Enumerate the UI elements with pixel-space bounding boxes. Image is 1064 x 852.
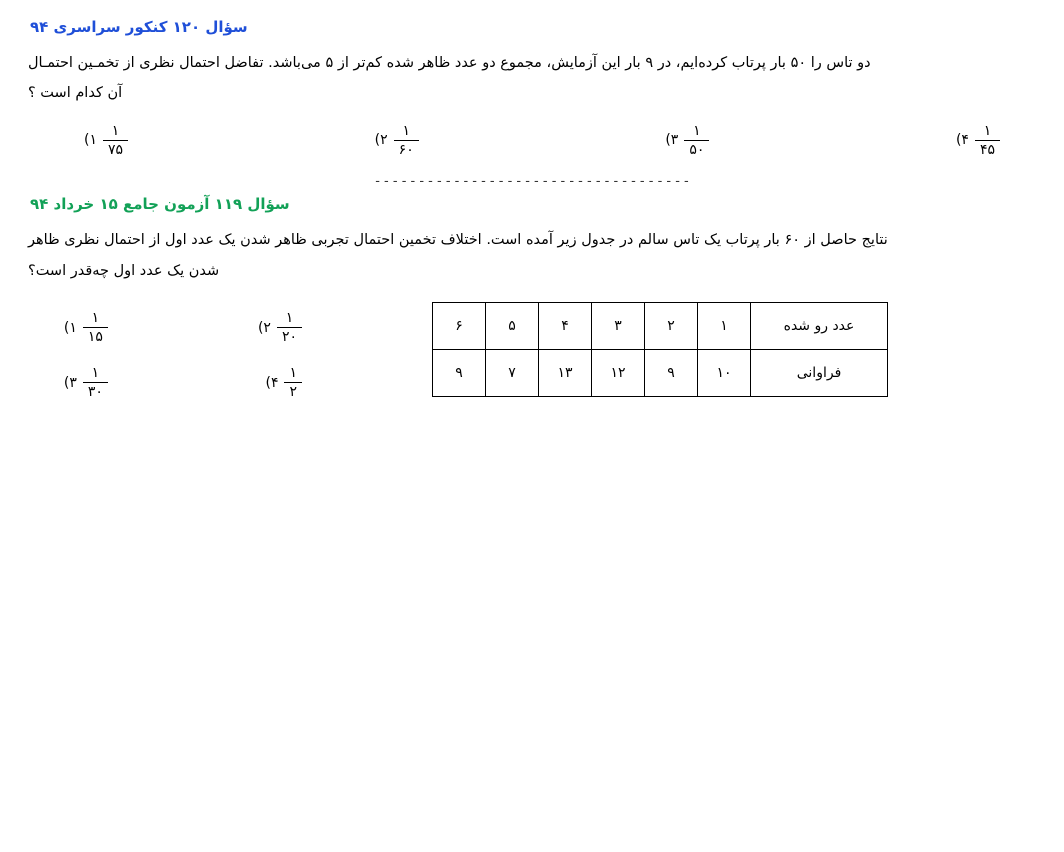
question-119-header: سؤال ۱۱۹ آزمون جامع ۱۵ خرداد ۹۴ [30, 195, 290, 214]
question-120-body [24, 48, 1040, 109]
table-row [433, 349, 888, 396]
option-3-label: ۳) [665, 132, 679, 149]
question-120-body-line2: آن کدام است ؟ [28, 85, 123, 102]
option-2-fraction [394, 123, 419, 158]
option-4-fraction [975, 123, 1000, 158]
option-2-label: ۲) [257, 319, 271, 336]
option-3[interactable] [665, 123, 709, 158]
option-4-denominator: ۲ [284, 382, 302, 400]
option-1-label: ۱) [63, 319, 77, 336]
option-2-fraction [277, 310, 302, 345]
outcome-cell-3: ۳ [592, 302, 645, 349]
table-row-head-frequency: فراوانی [751, 349, 888, 396]
option-1[interactable] [64, 310, 108, 345]
option-2[interactable] [258, 310, 302, 345]
question-120-header: سؤال ۱۲۰ کنکور سراسری ۹۴ [30, 18, 248, 36]
option-4-numerator: ۱ [289, 365, 297, 382]
question-119-body-line2: شدن یک عدد اول چه‌قدر است؟ [28, 262, 220, 279]
frequency-table-wrapper [432, 302, 888, 397]
outcome-cell-6: ۶ [433, 302, 486, 349]
question-119-options [64, 310, 302, 400]
frequency-cell-6: ۹ [433, 349, 486, 396]
option-2-label: ۲) [374, 132, 388, 149]
question-119-content [24, 302, 1040, 400]
option-1-denominator: ۱۵ [83, 327, 108, 345]
outcome-cell-4: ۴ [539, 302, 592, 349]
frequency-cell-2: ۹ [645, 349, 698, 396]
option-3-numerator: ۱ [693, 122, 701, 139]
option-1-label: ۱) [84, 132, 98, 149]
option-4-fraction [284, 365, 302, 400]
option-3-fraction [83, 365, 108, 400]
outcome-cell-5: ۵ [486, 302, 539, 349]
option-4-label: ۴) [265, 374, 279, 391]
option-3-denominator: ۵۰ [684, 140, 709, 158]
option-2-denominator: ۲۰ [277, 327, 302, 345]
frequency-cell-3: ۱۲ [592, 349, 645, 396]
question-119-body-line1: نتایج حاصل از ۶۰ بار پرتاب یک تاس سالم در جدول زیر آمده است. اختلاف تخمین احتمال تجربی ظاهر شدن یک عدد اول از احتمال نظری ظاهر [28, 232, 888, 249]
option-1[interactable] [84, 123, 128, 158]
outcome-cell-2: ۲ [645, 302, 698, 349]
option-4-numerator: ۱ [983, 122, 992, 139]
option-4[interactable] [956, 123, 1000, 158]
question-119-body [24, 225, 1040, 286]
option-1-denominator: ۷۵ [103, 140, 128, 158]
table-row [433, 302, 888, 349]
option-3-fraction [684, 123, 709, 158]
frequency-cell-5: ۷ [486, 349, 539, 396]
frequency-cell-4: ۱۳ [539, 349, 592, 396]
option-2[interactable] [375, 123, 419, 158]
frequency-cell-1: ۱۰ [698, 349, 751, 396]
option-2-numerator: ۱ [285, 309, 294, 326]
option-1-numerator: ۱ [111, 122, 120, 139]
option-3-numerator: ۱ [91, 365, 100, 382]
option-3[interactable] [64, 365, 108, 400]
option-3-denominator: ۳۰ [83, 382, 108, 400]
option-3-label: ۳) [63, 374, 77, 391]
question-120-options [24, 123, 1040, 158]
option-1-numerator: ۱ [91, 309, 100, 326]
option-1-fraction [103, 123, 128, 158]
section-divider: - - - - - - - - - - - - - - - - - - - - - - - - - - - - - - - - - - - - [375, 174, 689, 190]
option-2-numerator: ۱ [402, 122, 410, 139]
frequency-table [432, 302, 888, 397]
outcome-cell-1: ۱ [698, 302, 751, 349]
option-2-denominator: ۶۰ [394, 140, 419, 158]
question-block-119 [24, 195, 1040, 400]
question-block-120 [24, 18, 1040, 158]
option-4-denominator: ۴۵ [975, 140, 1000, 158]
option-4[interactable] [258, 365, 302, 400]
question-120-body-line1: دو تاس را ۵۰ بار پرتاب کرده‌ایم، در ۹ بار این آزمایش، مجموع دو عدد ظاهر شده کم‌تر از ۵ می‌باشد. تفاضل احتمال نظری از تخمـین احتمـال [28, 55, 871, 71]
table-row-head-outcome: عدد رو شده [751, 302, 888, 349]
option-1-fraction [83, 310, 108, 345]
option-4-label: ۴) [955, 132, 969, 149]
